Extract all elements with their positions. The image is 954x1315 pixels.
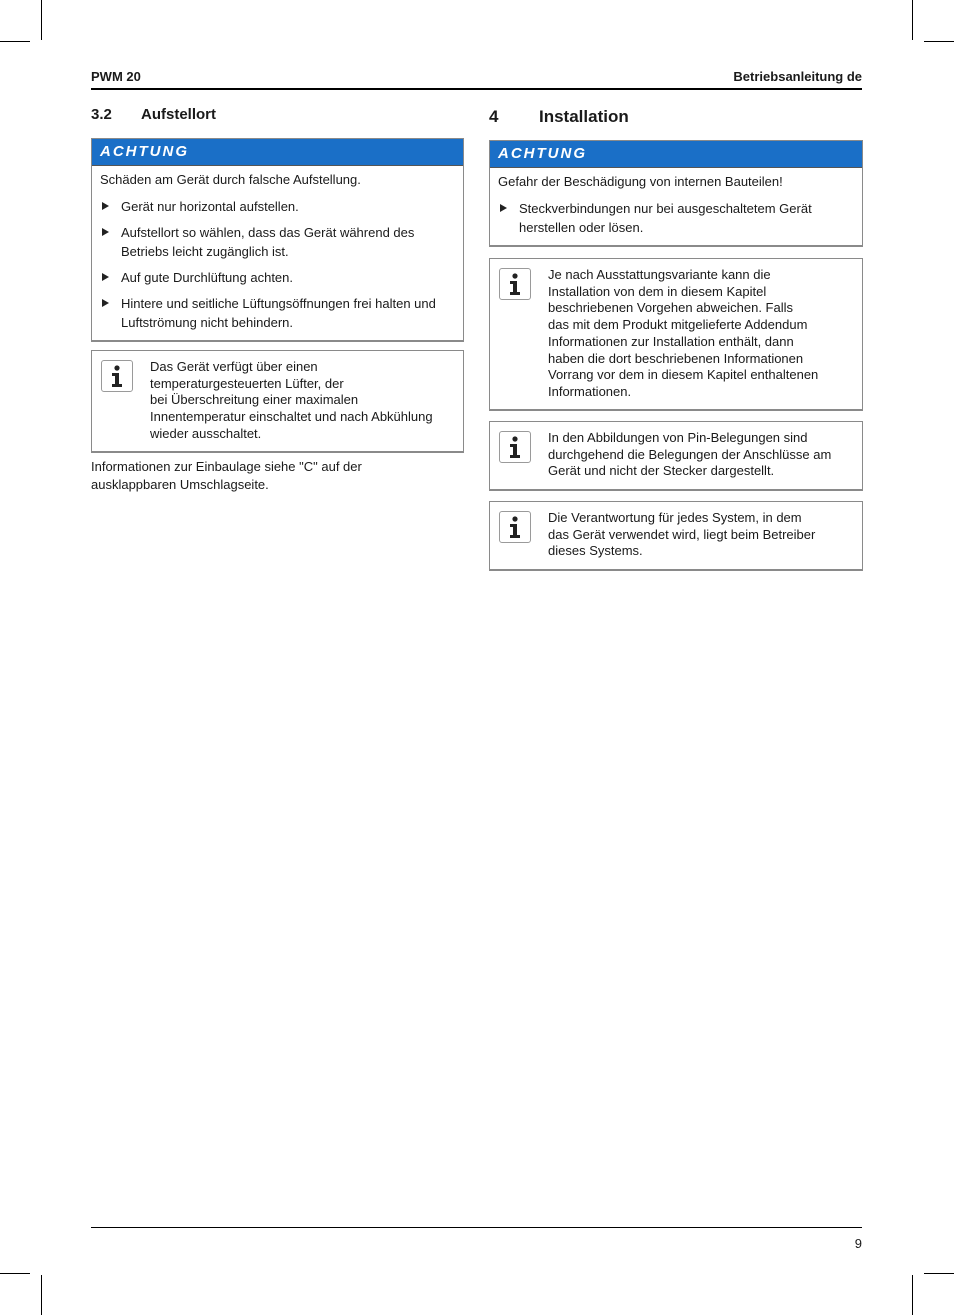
info-box xyxy=(489,258,863,411)
bullet-triangle-icon xyxy=(102,273,109,281)
warning-title: ACHTUNG xyxy=(490,141,862,168)
bullet-triangle-icon xyxy=(102,228,109,236)
list-item: Steckverbindungen nur bei ausgeschaltetem Gerät herstellen oder lösen. xyxy=(498,199,854,237)
crop-mark xyxy=(0,1273,30,1274)
crop-mark xyxy=(41,1275,42,1315)
list-item: Auf gute Durchlüftung achten. xyxy=(100,268,455,287)
list-item: Aufstellort so wählen, dass das Gerät während des Betriebs leicht zugänglich ist. xyxy=(100,223,455,261)
section-title: Installation xyxy=(539,107,629,126)
info-text: Das Gerät verfügt über einen temperaturgesteuerten Lüfter, der bei Überschreitung einer maximalen Innentemperatur einschaltet und nach Abkühlung wieder ausschaltet. xyxy=(150,359,433,441)
bullet-triangle-icon xyxy=(500,204,507,212)
section-title: Aufstellort xyxy=(141,106,216,123)
warning-intro: Gefahr der Beschädigung von internen Bauteilen! xyxy=(498,174,783,189)
manual-title: Betriebsanleitung de xyxy=(733,69,862,84)
bullet-triangle-icon xyxy=(102,299,109,307)
crop-mark xyxy=(0,41,30,42)
bullet-triangle-icon xyxy=(102,202,109,210)
info-text: Je nach Ausstattungsvariante kann die Installation von dem in diesem Kapitel beschriebenen Vorgehen abweichen. Falls das mit dem Produkt mitgelieferte Addendum Informationen zur Installation enthält, dann haben die dort beschriebenen Informationen Vorrang vor dem in diesem Kapitel enthaltenen Informationen. xyxy=(548,267,819,399)
info-icon xyxy=(101,360,133,392)
info-text: In den Abbildungen von Pin-Belegungen sind durchgehend die Belegungen der Anschlüsse am Gerät und nicht der Stecker dargestellt. xyxy=(548,430,832,479)
section-heading xyxy=(91,106,216,123)
crop-mark xyxy=(912,1275,913,1315)
section-number: 3.2 xyxy=(91,106,112,123)
info-box xyxy=(91,350,464,453)
list-item: Gerät nur horizontal aufstellen. xyxy=(100,197,455,216)
warning-body xyxy=(92,166,463,340)
page-number: 9 xyxy=(854,1236,862,1251)
info-box xyxy=(489,501,863,571)
info-icon xyxy=(499,268,531,300)
crop-mark xyxy=(924,41,954,42)
warning-body xyxy=(490,168,862,245)
warning-title: ACHTUNG xyxy=(92,139,463,166)
section-heading xyxy=(489,107,629,127)
page-header xyxy=(91,69,862,90)
footer-rule xyxy=(91,1227,862,1228)
list-item: Hintere und seitliche Lüftungsöffnungen frei halten und Luftströmung nicht behindern. xyxy=(100,294,455,332)
warning-box xyxy=(489,140,863,247)
info-text: Die Verantwortung für jedes System, in dem das Gerät verwendet wird, liegt beim Betreiber dieses Systems. xyxy=(548,510,816,559)
section-number: 4 xyxy=(489,107,499,126)
warning-list xyxy=(498,199,854,237)
warning-list xyxy=(100,197,455,332)
warning-box xyxy=(91,138,464,342)
product-name: PWM 20 xyxy=(91,69,141,84)
info-icon xyxy=(499,431,531,463)
info-icon xyxy=(499,511,531,543)
body-paragraph: Informationen zur Einbaulage siehe "C" auf der ausklappbaren Umschlagseite. xyxy=(91,459,362,492)
info-box xyxy=(489,421,863,491)
crop-mark xyxy=(924,1273,954,1274)
warning-intro: Schäden am Gerät durch falsche Aufstellung. xyxy=(100,172,361,187)
crop-mark xyxy=(912,0,913,40)
crop-mark xyxy=(41,0,42,40)
